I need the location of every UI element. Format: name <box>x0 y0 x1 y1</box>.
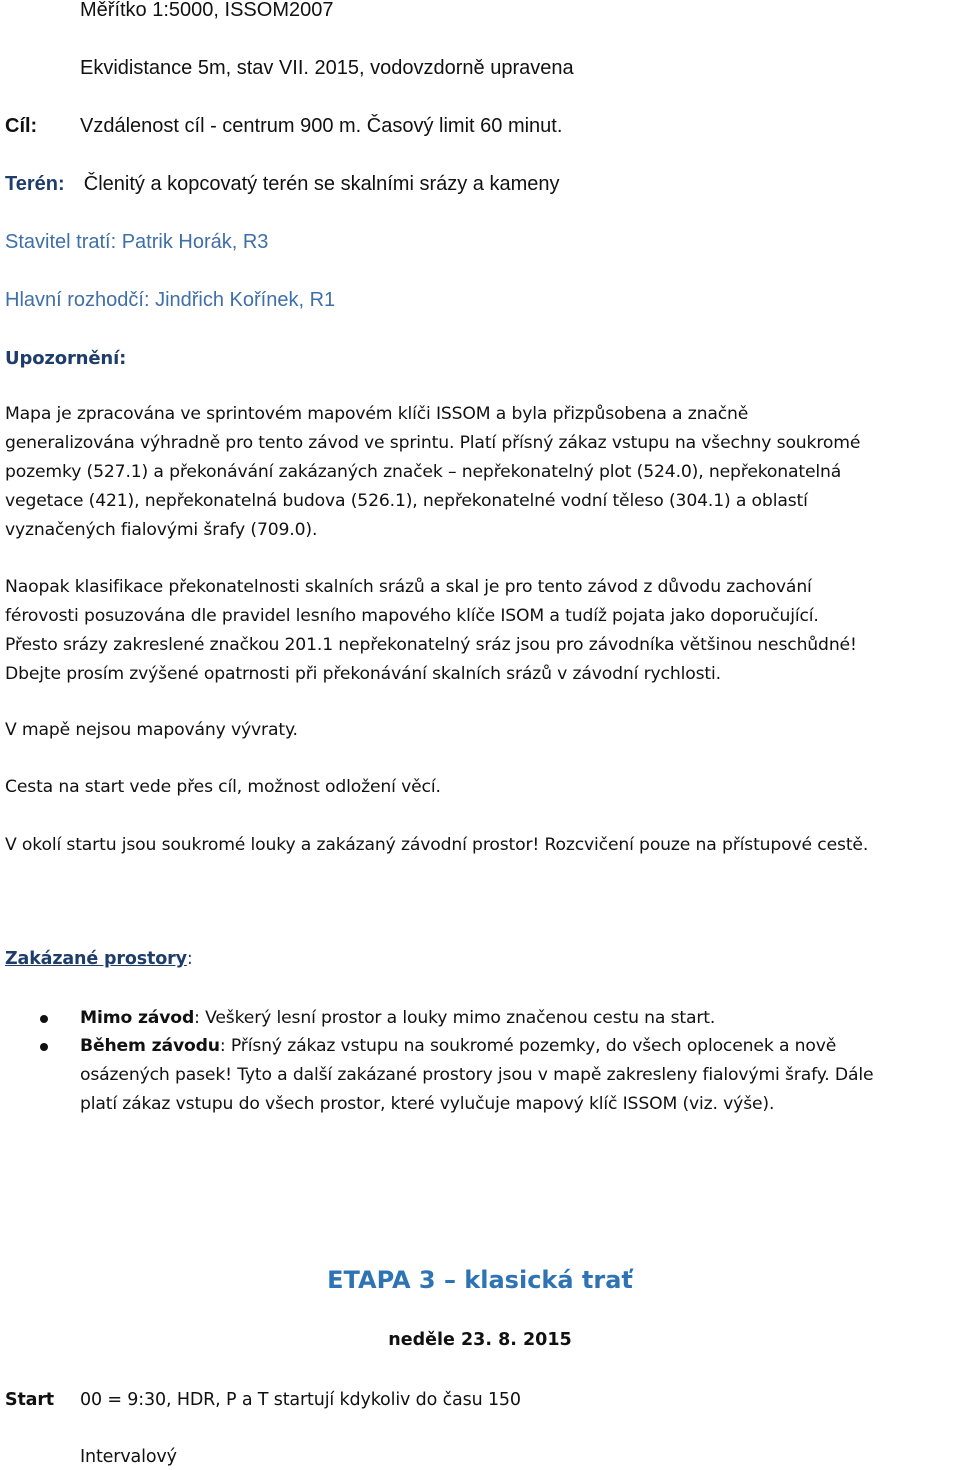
paragraph-line: Naopak klasifikace překonatelnosti skalních srázů a skal je pro tento závod z důvodu zachování <box>5 577 812 597</box>
paragraph-line: vyznačených fialovými šrafy (709.0). <box>5 520 318 540</box>
scale-line: Měřítko 1:5000, ISSOM2007 <box>80 0 334 21</box>
finish-label: Cíl: <box>5 115 38 137</box>
start-value: 00 = 9:30, HDR, P a T startují kdykoliv do času 150 <box>80 1390 521 1410</box>
referee-value: Jindřich Kořínek, R1 <box>155 289 336 311</box>
forbidden-item-text: Veškerý lesní prostor a louky mimo značenou cestu na start. <box>205 1008 716 1028</box>
warning-paragraph-1 <box>5 400 957 545</box>
forbidden-item-outside: Mimo závod: Veškerý lesní prostor a louky mimo značenou cestu na start. <box>80 1008 716 1028</box>
course-setter-label: Stavitel tratí: <box>5 231 117 253</box>
paragraph-line: férovosti posuzována dle pravidel lesního mapového klíče ISOM a tudíž pojata jako doporučující. <box>5 606 819 626</box>
paragraph-line: pozemky (527.1) a překonávání zakázaných značek – nepřekonatelný plot (524.0), nepřekonatelná <box>5 462 842 482</box>
terrain-label: Terén: <box>5 173 65 195</box>
forbidden-item-text: platí zákaz vstupu do všech prostor, které vylučuje mapový klíč ISSOM (viz. výše). <box>80 1094 775 1114</box>
warning-paragraph-3: V mapě nejsou mapovány vývraty. <box>5 720 298 740</box>
course-setter-row <box>5 230 268 254</box>
stage-date: neděle 23. 8. 2015 <box>388 1330 572 1350</box>
warning-paragraph-5: V okolí startu jsou soukromé louky a zakázaný závodní prostor! Rozcvičení pouze na přístupové cestě. <box>5 835 869 855</box>
finish-value: Vzdálenost cíl - centrum 900 m. Časový limit 60 minut. <box>80 115 563 137</box>
forbidden-item-label: Mimo závod <box>80 1008 195 1028</box>
referee-label: Hlavní rozhodčí: <box>5 289 150 311</box>
paragraph-line: Dbejte prosím zvýšené opatrnosti při překonávání skalních srázů v závodní rychlosti. <box>5 664 721 684</box>
stage-title: ETAPA 3 – klasická trať <box>327 1266 633 1294</box>
bullet-dot <box>40 1043 48 1051</box>
warning-paragraph-4: Cesta na start vede přes cíl, možnost odložení věcí. <box>5 777 441 797</box>
paragraph-line: vegetace (421), nepřekonatelná budova (526.1), nepřekonatelné vodní těleso (304.1) a oblastí <box>5 491 808 511</box>
forbidden-heading-label: Zakázané prostory <box>5 949 187 969</box>
referee-row <box>5 288 335 312</box>
warning-paragraph-2 <box>5 573 957 689</box>
forbidden-item-label: Během závodu <box>80 1036 220 1056</box>
forbidden-item-text: osázených pasek! Tyto a další zakázané prostory jsou v mapě zakresleny fialovými šrafy. Dále <box>80 1065 874 1085</box>
course-setter-value: Patrik Horák, R3 <box>121 231 269 253</box>
paragraph-line: Přesto srázy zakreslené značkou 201.1 nepřekonatelný sráz jsou pro závodníka většinou neschůdné! <box>5 635 857 655</box>
interval-text: Intervalový <box>80 1447 177 1467</box>
forbidden-heading: Zakázané prostory: <box>5 949 193 969</box>
paragraph-line: generalizována výhradně pro tento závod ve sprintu. Platí přísný zákaz vstupu na všechny soukromé <box>5 433 861 453</box>
forbidden-item-during: Během závodu: Přísný zákaz vstupu na soukromé pozemky, do všech oplocenek a nově osázených pasek! Tyto a další zakázané prostory jsou v mapě zakresleny fialovými šrafy. Dále platí zákaz vstupu do všech prostor, které vylučuje mapový klíč ISSOM (viz. výše). <box>80 1032 950 1119</box>
terrain-value: Členitý a kopcovatý terén se skalními srázy a kameny <box>83 173 560 195</box>
start-label: Start <box>5 1390 55 1410</box>
forbidden-item-text: Přísný zákaz vstupu na soukromé pozemky, do všech oplocenek a nově <box>230 1036 837 1056</box>
contour-line: Ekvidistance 5m, stav VII. 2015, vodovzdorně upravena <box>80 57 574 79</box>
warning-heading: Upozornění: <box>5 348 127 369</box>
terrain-row <box>5 172 560 196</box>
bullet-dot <box>40 1015 48 1023</box>
paragraph-line: Mapa je zpracována ve sprintovém mapovém klíči ISSOM a byla přizpůsobena a značně <box>5 404 749 424</box>
